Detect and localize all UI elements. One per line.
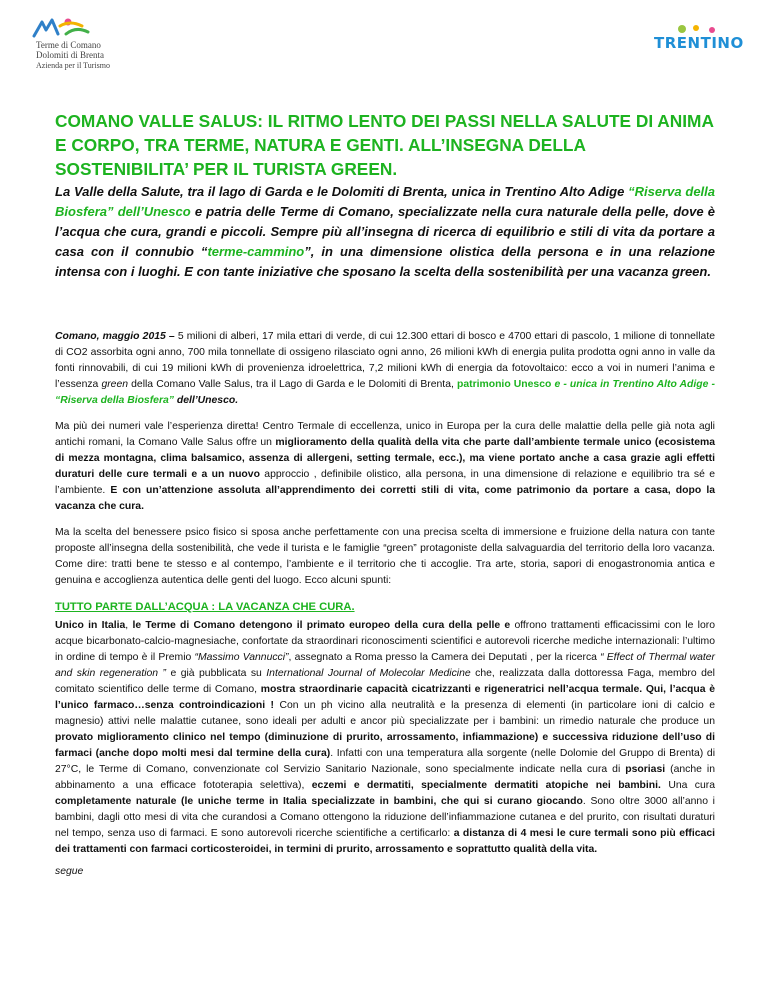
p2-text-1: Ma più dei numeri vale l’esperienza diretta! Centro Termale di eccellenza, unico in Europa per la cura delle malattie della pelle già nota agli antichi romani, la Comano Valle Salus offre un <box>55 421 715 448</box>
segue-footer: segue <box>55 866 84 877</box>
p4-text-20: . Sono oltre 3000 all’anno i bambini, dagli otto mesi di vita che curandosi a Comano ottengono la riduzione dell’infiammazione cutanea e del prurito, con risultati duraturi nel tempo, senza uso di farmaci. E sono autorevoli ricerche scientifiche a certificarlo: <box>55 796 715 839</box>
p2-text-4: E con un’attenzione assoluta all’apprendimento dei corretti stili di vita, come patrimonio da portare a casa, dopo la vacanza che cura. <box>55 485 715 512</box>
p4-text-4: offrono trattamenti efficacissimi con le loro acque bicarbonato-calcio-magnesiache, confortate da straordinari riconoscimenti scientifici e autorevoli ricerche mediche internazionali: l’ultimo in ordine di tempo è il Premio <box>55 620 715 663</box>
terme-logo-mark-icon <box>30 16 100 40</box>
p4-text-19: completamente naturale (le uniche terme in Italia specializzate in bambini, che qui si curano giocando <box>55 796 583 807</box>
p1-text-2: 5 milioni di alberi, 17 mila ettari di verde, di cui 12.300 ettari di bosco e 4700 ettari di pascolo, 1 milione di tonnellate di CO2 assorbita ogni anno, 700 mila tonnellate di ossigeno rilasciato ogni anno, 26 milioni kWh di energia pulita prodotta ogni anno in valle da fonti rinnovabili, di cui 19 milioni kWh di provenienza idroelettrica, 7,2 milioni kWh di energia da fotovoltaico: ecco a voi in numeri l’anima e l’essenza <box>55 331 715 390</box>
p4-text-1: Unico in Italia <box>55 620 126 631</box>
p4-text-5: “Massimo Vannucci” <box>194 652 289 663</box>
trentino-wordmark: TRENTINO <box>654 34 744 52</box>
p4-text-12: Con un ph vicino alla neutralità e la presenza di elementi (in particolare ioni di calcio e magnesio) attivi nelle malattie cutanee, sono ideali per adulti e ancor più specializzate per i bambini: un rimedio naturale che produce un <box>55 700 715 727</box>
p4-text-2: , <box>125 620 133 631</box>
p1-text-5: patrimonio Unesco <box>456 379 555 390</box>
p4-text-16: (anche in abbinamento a una efficace fototerapia selettiva), <box>55 764 715 791</box>
p4-text-18: Una cura <box>660 780 715 791</box>
logo-left-line3: Azienda per il Turismo <box>36 61 110 70</box>
paragraph-3: Ma la scelta del benessere psico fisico si sposa anche perfettamente con una precisa scelta di immersione e fruizione della natura con tante proposte all’insegna della sostenibilità, che vede il turista e le famiglie “green” protagoniste della salvaguardia del territorio della loro vacanza. Come dire: tratti bene te stesso e al contempo, l’ambiente e il territorio che ti accoglie. Tra arte, storia, sapori di enogastronomia antica e genuina e accoglienza autentica delle genti del luogo. Ecco alcuni spunti: <box>55 527 715 586</box>
p2-text-3: approccio , definibile olistico, alla persona, in una dimensione di relazione e equilibrio tra sé e l’ambiente. <box>55 469 715 496</box>
lead-text-1: La Valle della Salute, tra il lago di Garda e le Dolomiti di Brenta, unica in Trentino Alto Adige <box>55 184 629 199</box>
logo-left-line2: Dolomiti di Brenta <box>36 50 104 60</box>
trentino-logo <box>652 22 744 62</box>
lead-text-2: “Riserva della Biosfera” dell’Unesco <box>55 184 716 219</box>
p2-text-2: miglioramento della qualità della vita che parte dall’ambiente termale unico (ecosistema di mezza montagna, clima balsamico, assenza di allergeni, setting termale, ecc.), ma viene portato anche a casa grazie agli effetti duraturi delle cure termali e a un nuovo <box>55 437 715 480</box>
paragraph-1 <box>55 329 715 409</box>
page-title: COMANO VALLE SALUS: IL RITMO LENTO DEI PASSI NELLA SALUTE DI ANIMA E CORPO, TRA TERME, NATURA E GENTI. ALL’INSEGNA DELLA SOSTENIBILITA’ PER IL TURISTA GREEN. <box>55 111 714 179</box>
lead-text-5: ”, in una dimensione olistica della persona e in una relazione intensa con i luoghi. E con tante iniziative che sposano la scelta della sostenibilità per una vacanza green. <box>55 244 715 279</box>
p1-text-3: green <box>101 379 129 390</box>
dateline: Comano, maggio 2015 – <box>55 331 175 342</box>
p4-text-11: mostra straordinarie capacità cicatrizzanti e rigeneratrici nell’acqua termale. Qui, l’acqua è l’unico farmaco…senza controindicazioni ! <box>55 684 715 711</box>
paragraph-4 <box>55 618 715 858</box>
p4-text-14: . Infatti con una temperatura alla sorgente (nelle Dolomie del Gruppo di Brenta) di 27°C, le Terme di Comano, convenzionate col Servizio Sanitario Nazionale, sono specialmente indicate nella cura di <box>55 748 715 775</box>
p4-text-13: provato miglioramento clinico nel tempo (diminuzione di prurito, arrossamento, infiammazione) e successiva riduzione dell’uso di farmaci (anche dopo molti mesi dal termine della cura) <box>55 732 715 759</box>
p4-text-3: le Terme di Comano detengono il primato europeo della cura della pelle e <box>132 620 511 631</box>
p1-text-4: della Comano Valle Salus, tra il Lago di Garda e le Dolomiti di Brenta, <box>128 379 457 390</box>
p4-text-10: che, realizzata dalla dottoressa Faga, membro del comitato scientifico delle terme di Comano, <box>55 668 715 695</box>
p4-text-9: International Journal of Molecolar Medicine <box>266 668 471 679</box>
article-body <box>55 329 715 868</box>
p4-text-8: e già pubblicata su <box>166 668 267 679</box>
section-title: TUTTO PARTE DALL’ACQUA : LA VACANZA CHE CURA. <box>55 601 355 613</box>
lead-text-4: terme-cammino <box>207 244 305 259</box>
p4-text-21: a distanza di 4 mesi le cure termali sono più efficaci dei trattamenti con farmaci corticosteroidei, in termini di prurito, arrossamento e soprattutto qualità della vita. <box>55 828 715 855</box>
p4-text-17: eczemi e dermatiti, specialmente dermatiti atopiche nei bambini. <box>311 780 661 791</box>
paragraph-2 <box>55 419 715 515</box>
p4-text-15: psoriasi <box>625 764 666 775</box>
p1-text-6: e - unica in Trentino Alto Adige - “Riserva della Biosfera” <box>55 379 715 406</box>
p1-text-7: dell’Unesco. <box>173 395 239 406</box>
p4-text-6: , assegnato a Roma presso la Camera dei Deputati , per la ricerca <box>288 652 601 663</box>
logo-left-line1: Terme di Comano <box>36 40 101 50</box>
lead-paragraph <box>55 182 715 282</box>
lead-text-3: e patria delle Terme di Comano, specializzate nella cura naturale della pelle, dove è l’acqua che cura, grandi e piccoli. Sempre più all’insegna di ricerca di equilibrio e stili di vita da portare a casa con il connubio “ <box>55 204 715 259</box>
terme-di-comano-logo <box>30 16 160 71</box>
p4-text-7: “ Effect of Thermal water and skin regeneration ” <box>55 652 716 679</box>
